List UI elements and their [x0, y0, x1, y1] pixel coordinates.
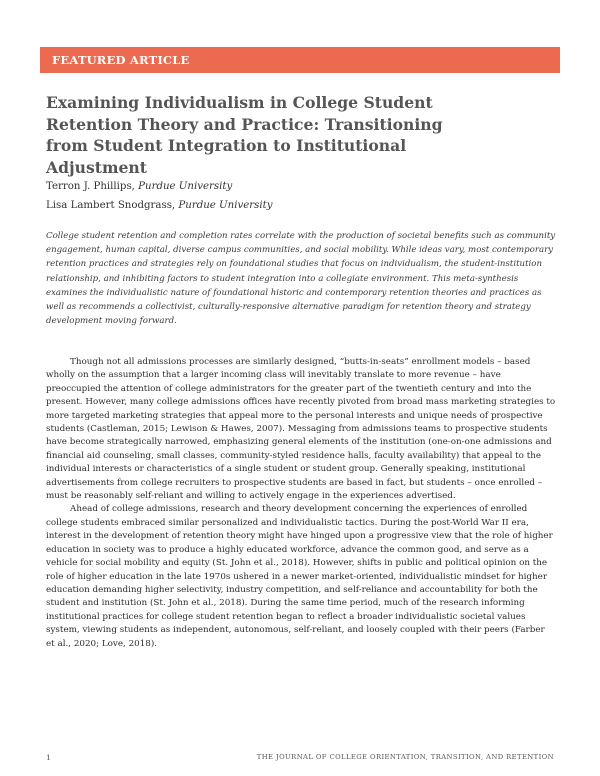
featured-article-banner [40, 47, 560, 73]
author-2 [46, 200, 272, 211]
author-1 [46, 181, 232, 192]
journal-name: THE JOURNAL OF COLLEGE ORIENTATION, TRANSITION, AND RETENTION [256, 753, 554, 761]
article-title: Examining Individualism in College Student Retention Theory and Practice: Transitioning from Student Integration to Institutional Adjustment [46, 93, 443, 177]
banner-label: FEATURED ARTICLE [52, 53, 190, 67]
author-1-name: Terron J. Phillips, [46, 181, 135, 192]
author-1-affiliation: Purdue University [138, 181, 233, 192]
body-paragraph-1: Though not all admissions processes are similarly designed, “butts-in-seats” enrollment models – based wholly on the assumption that a larger incoming class will inevitably translate to more revenue – have preoccupied the attention of college administrators for the greater part of the twentieth century and into the present. However, many college admissions offices have recently pivoted from broad mass marketing strategies to more targeted marketing strategies that appeal more to the personal interests and unique needs of prospective students (Castleman, 2015; Lewison & Hawes, 2007). Messaging from admissions teams to prospective students have become strategically narrowed, emphasizing general elements of the institution (one-on-one admissions and financial aid counseling, small classes, community-styled residence halls, faculty availability) that appeal to the individual interests or characteristics of a single student or student group. Generally speaking, institutional advertisements from college recruiters to prospective students are based in fact, but students – once enrolled – must be reasonably self-reliant and willing to actively engage in the experiences advertised. [46, 357, 556, 502]
body-paragraph-2: Ahead of college admissions, research and theory development concerning the experiences of enrolled college students embraced similar personalized and individualistic tactics. During the post-World War II era, interest in the development of retention theory might have hinged upon a progressive view that the role of higher education in society was to produce a highly educated workforce, advance the common good, and serve as a vehicle for social mobility and equity (St. John et al., 2018). However, shifts in public and political opinion on the role of higher education in the late 1970s ushered in a newer market-oriented, individualistic mindset for higher education demanding higher selectivity, industry competition, and self-reliance and accountability for both the student and institution (St. John et al., 2018). During the same time period, much of the research informing institutional practices for college student retention began to reflect a broader individualistic societal values system, viewing students as independent, autonomous, self-reliant, and loosely coupled with their peers (Farber et al., 2020; Love, 2018). [46, 504, 553, 649]
author-2-affiliation: Purdue University [178, 200, 273, 211]
page-number: 1 [46, 753, 51, 762]
author-2-name: Lisa Lambert Snodgrass, [46, 200, 176, 211]
article-body [46, 356, 556, 651]
abstract: College student retention and completion rates correlate with the production of societal benefits such as community engagement, human capital, diverse campus communities, and social mobility. While ideas vary, most contemporary retention practices and strategies rely on foundational studies that focus on individualism, the student-institution relationship, and inhibiting factors to student integration into a collegiate environment. This meta-synthesis examines the individualistic nature of foundational historic and contemporary retention theories and practices as well as recommends a collectivist, culturally-responsive alternative paradigm for retention theory and strategy development moving forward. [46, 231, 556, 327]
